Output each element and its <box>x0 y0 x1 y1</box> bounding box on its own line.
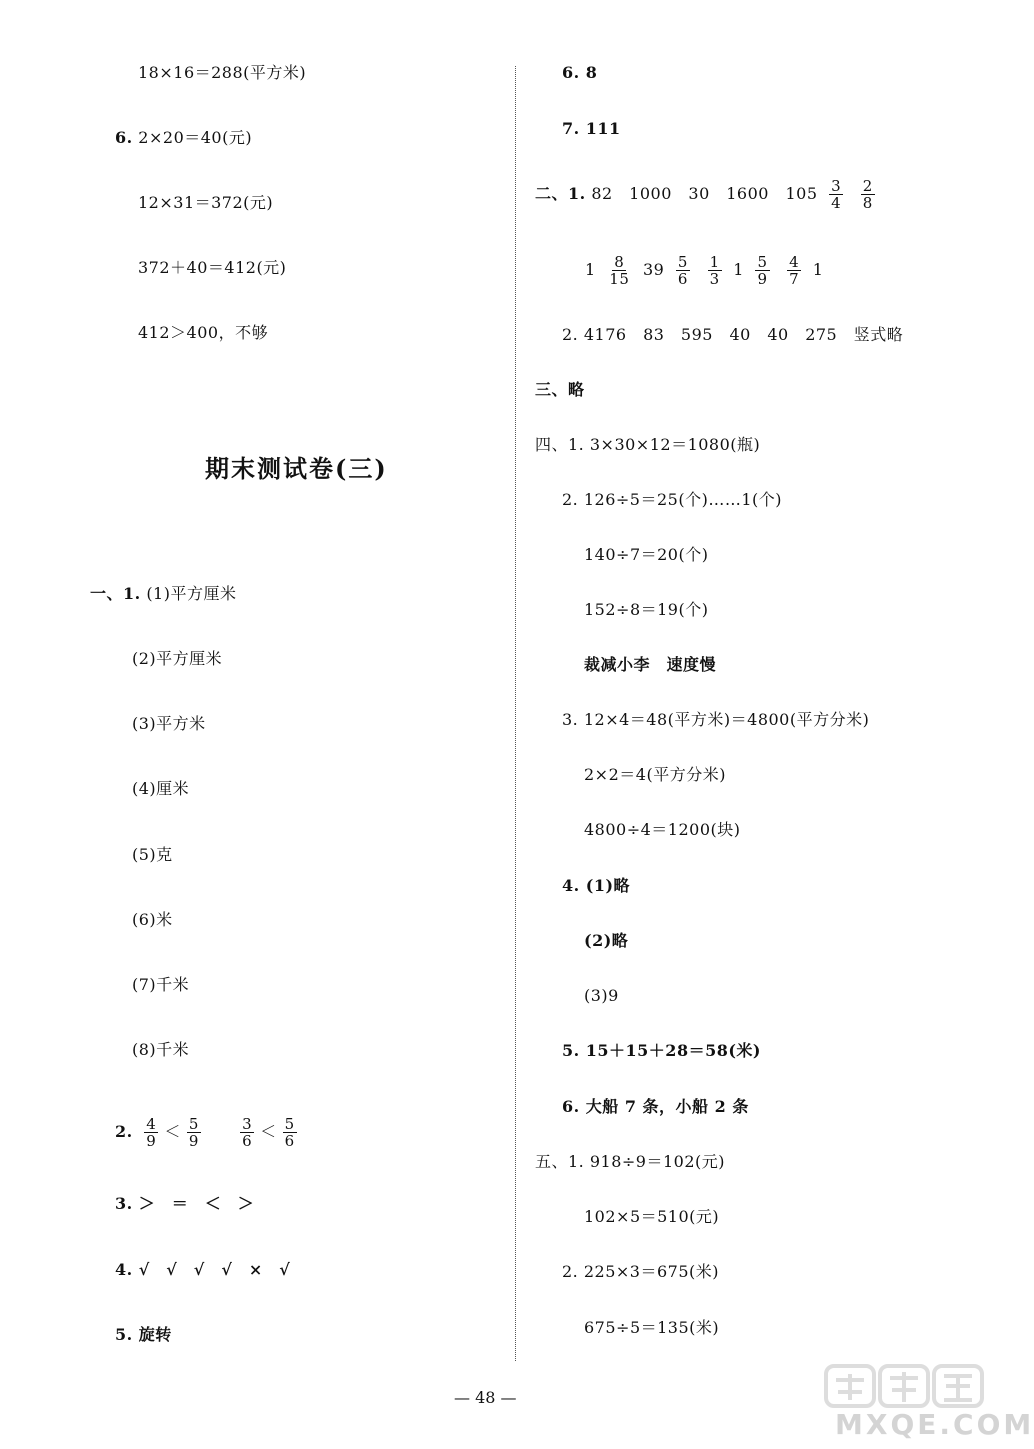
s1-item-4: (4)厘米 <box>132 779 190 798</box>
q3-line: 3. ＞ ＝ ＜ ＞ <box>115 1194 255 1213</box>
s2-row2-a: 1 <box>585 260 596 279</box>
s4-q5: 5. 15＋15＋28＝58(米) <box>562 1041 761 1060</box>
s4-q4-line-2: (2)略 <box>584 931 629 950</box>
s5-line-4: 675÷5＝135(米) <box>584 1318 720 1337</box>
s2-row-1 <box>535 174 881 214</box>
s2-fraction-4: $\frac{5}{6}$ <box>677 253 688 288</box>
q2-fraction-2: $\frac{5}{9}$ <box>188 1115 199 1150</box>
q6-number: 6. <box>115 128 133 147</box>
s2-prefix: 二、1. <box>535 184 586 203</box>
left-q6-line-4: 412＞400，不够 <box>138 323 269 342</box>
s3-line: 三、略 <box>535 380 585 399</box>
column-divider <box>515 66 516 1361</box>
s2-fraction-5: $\frac{1}{3}$ <box>709 253 720 288</box>
s2-fraction-2: $\frac{2}{8}$ <box>862 177 873 212</box>
s4-q2-line-1: 2. 126÷5＝25(个)……1(个) <box>562 490 782 509</box>
left-q6-line-2: 12×31＝372(元) <box>138 193 274 212</box>
s5-line-1: 五、1. 918÷9＝102(元) <box>535 1152 726 1171</box>
s4-q4-line-3: (3)9 <box>584 986 619 1005</box>
s2-fraction-7: $\frac{4}{7}$ <box>789 253 800 288</box>
q2-number: 2. <box>115 1122 133 1141</box>
q2-line <box>115 1114 303 1150</box>
page-number: — 48 — <box>454 1388 517 1407</box>
q6-text-1: 2×20＝40(元) <box>138 128 253 147</box>
s2-fraction-3: $\frac{8}{15}$ <box>609 253 630 288</box>
q2-fraction-4: $\frac{5}{6}$ <box>284 1115 295 1150</box>
s1-line-1 <box>90 584 236 604</box>
s2-q2: 2. 4176 83 595 40 40 275 竖式略 <box>562 325 904 344</box>
q4-line: 4. √ √ √ √ × √ <box>115 1260 291 1279</box>
s4-q3-line-2: 2×2＝4(平方分米) <box>584 765 726 784</box>
s4-q2-line-4: 裁减小李 速度慢 <box>584 655 717 674</box>
s4-q1: 四、1. 3×30×12＝1080(瓶) <box>535 435 761 454</box>
s1-item-2: (2)平方厘米 <box>132 649 223 668</box>
s1-item-1: (1)平方厘米 <box>146 584 237 603</box>
q2-operator-1: ＜ <box>164 1122 181 1141</box>
s1-item-6: (6)米 <box>132 910 173 929</box>
s2-fraction-6: $\frac{5}{9}$ <box>757 253 768 288</box>
s4-q3-line-1: 3. 12×4＝48(平方米)＝4800(平方分米) <box>562 710 870 729</box>
s4-q3-line-3: 4800÷4＝1200(块) <box>584 820 741 839</box>
s2-row2-c: 1 <box>733 260 744 279</box>
s5-line-3: 2. 225×3＝675(米) <box>562 1262 720 1281</box>
left-q6-line-3: 372＋40＝412(元) <box>138 258 287 277</box>
right-q6: 6. 8 <box>562 63 598 82</box>
s1-prefix: 一、1. <box>90 584 141 603</box>
s4-q2-line-3: 152÷8＝19(个) <box>584 600 709 619</box>
s1-item-5: (5)克 <box>132 845 173 864</box>
s4-q6: 6. 大船 7 条，小船 2 条 <box>562 1097 749 1116</box>
watermark-text: MXQE.COM <box>835 1408 1034 1441</box>
q2-fraction-1: $\frac{4}{9}$ <box>146 1115 157 1150</box>
s2-row-2 <box>585 250 823 290</box>
q2-fraction-3: $\frac{3}{6}$ <box>242 1115 253 1150</box>
left-q6-line-1 <box>115 128 252 148</box>
s1-item-7: (7)千米 <box>132 975 190 994</box>
s1-item-3: (3)平方米 <box>132 714 206 733</box>
right-q7: 7. 111 <box>562 119 621 138</box>
s2-row2-b: 39 <box>642 260 665 279</box>
s2-row1-values: 82 1000 30 1600 105 <box>591 184 818 203</box>
s2-row2-d: 1 <box>812 260 824 279</box>
section-title: 期末测试卷(三) <box>205 454 388 483</box>
s5-line-2: 102×5＝510(元) <box>584 1207 720 1226</box>
s1-item-8: (8)千米 <box>132 1040 190 1059</box>
left-line-1: 18×16＝288(平方米) <box>138 63 307 82</box>
q5-line: 5. 旋转 <box>115 1325 172 1344</box>
s4-q4-line-1: 4. (1)略 <box>562 876 631 895</box>
q2-operator-2: ＜ <box>260 1122 277 1141</box>
s2-fraction-1: $\frac{3}{4}$ <box>831 177 842 212</box>
s4-q2-line-2: 140÷7＝20(个) <box>584 545 709 564</box>
